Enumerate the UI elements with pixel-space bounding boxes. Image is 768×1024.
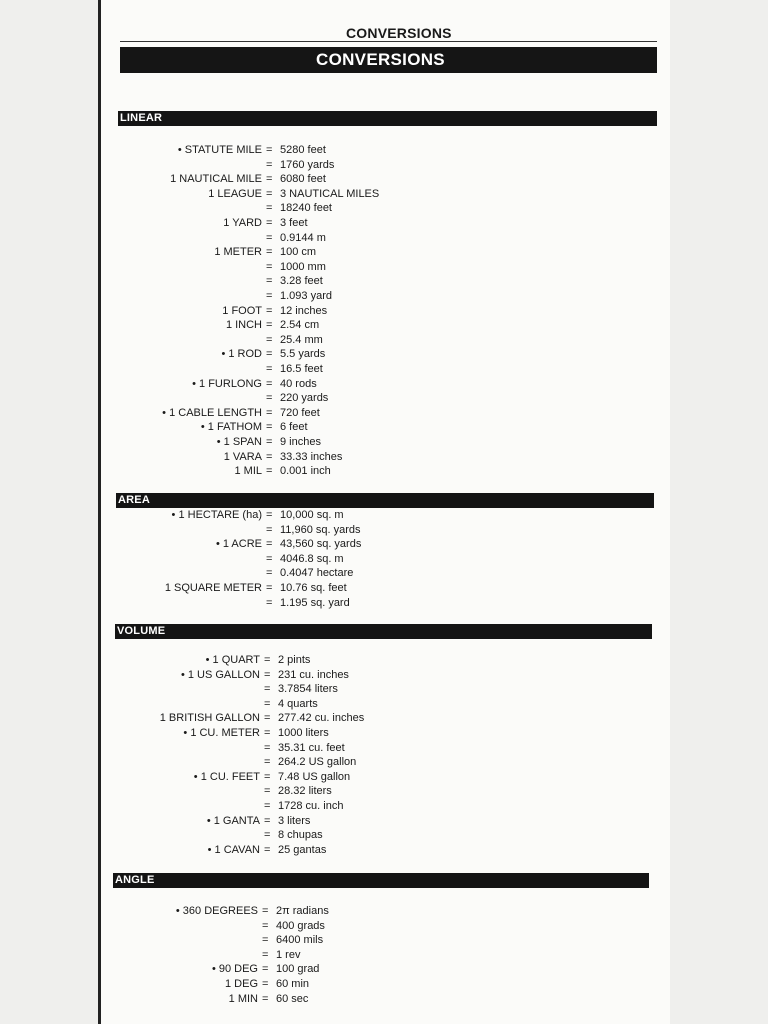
unit-value: 1.195 sq. yard — [280, 596, 350, 609]
equals-sign: = — [266, 436, 273, 448]
unit-value: 4046.8 sq. m — [280, 552, 344, 565]
equals-sign: = — [266, 187, 273, 200]
unit-value: 1000 mm — [280, 260, 326, 273]
unit-label: • 360 DEGREES — [175, 905, 258, 917]
unit-value: 9 inches — [280, 436, 321, 448]
unit-value: 28.32 liters — [278, 785, 332, 798]
unit-value: 1000 liters — [278, 727, 329, 739]
unit-value: 2 pints — [278, 654, 311, 666]
equals-sign: = — [264, 668, 271, 681]
equals-sign: = — [266, 392, 273, 405]
equals-sign: = — [264, 829, 271, 842]
unit-value: 43,560 sq. yards — [280, 538, 362, 551]
equals-sign: = — [266, 538, 273, 551]
title-divider — [120, 41, 657, 42]
unit-value: 3.28 feet — [280, 275, 323, 288]
unit-value: 10,000 sq. m — [280, 509, 344, 521]
equals-sign: = — [266, 304, 273, 317]
unit-value: 40 rods — [280, 377, 317, 390]
unit-value: 100 cm — [280, 246, 317, 259]
equals-sign: = — [264, 785, 271, 798]
unit-value: 35.31 cu. feet — [278, 741, 345, 754]
unit-label: • 1 FURLONG — [192, 377, 262, 390]
unit-value: 3.7854 liters — [278, 683, 338, 696]
unit-value: 6 feet — [280, 421, 308, 434]
unit-value: 11,960 sq. yards — [280, 523, 361, 536]
unit-label: 1 VARA — [223, 450, 262, 463]
unit-label: • 1 CU. FEET — [193, 770, 260, 783]
unit-value: 10.76 sq. feet — [280, 582, 347, 594]
equals-sign: = — [266, 465, 273, 478]
unit-label: • 1 CAVAN — [207, 843, 260, 856]
unit-label: 1 MIL — [234, 465, 262, 478]
equals-sign: = — [262, 963, 269, 976]
equals-sign: = — [266, 158, 273, 171]
equals-sign: = — [266, 173, 273, 186]
unit-label: • 1 CABLE LENGTH — [162, 406, 262, 419]
equals-sign: = — [264, 697, 271, 710]
unit-value: 231 cu. inches — [278, 668, 349, 681]
equals-sign: = — [266, 377, 273, 390]
unit-value: 1728 cu. inch — [278, 800, 344, 812]
equals-sign: = — [262, 919, 269, 932]
unit-label: • 1 QUART — [205, 654, 260, 666]
unit-label: • 90 DEG — [211, 963, 258, 976]
unit-value: 2π radians — [276, 905, 329, 917]
equals-sign: = — [266, 246, 273, 259]
equals-sign: = — [264, 756, 271, 769]
equals-sign: = — [262, 992, 269, 1005]
unit-label: • 1 SPAN — [216, 436, 262, 448]
unit-value: 60 sec — [276, 992, 309, 1005]
unit-label: 1 MIN — [228, 992, 258, 1005]
equals-sign: = — [266, 144, 273, 156]
equals-sign: = — [266, 260, 273, 273]
equals-sign: = — [264, 712, 271, 725]
unit-label: 1 SQUARE METER — [164, 582, 262, 594]
equals-sign: = — [262, 905, 269, 917]
unit-value: 1760 yards — [280, 158, 335, 171]
equals-sign: = — [266, 596, 273, 609]
section-header-angle — [113, 873, 649, 888]
title-banner — [120, 47, 657, 73]
unit-label: • 1 ROD — [221, 348, 262, 361]
unit-label: 1 INCH — [225, 319, 262, 332]
unit-value: 5280 feet — [280, 144, 326, 156]
equals-sign: = — [262, 934, 269, 947]
equals-sign: = — [264, 741, 271, 754]
unit-value: 16.5 feet — [280, 363, 323, 375]
unit-value: 3 NAUTICAL MILES — [280, 187, 380, 200]
unit-value: 18240 feet — [280, 202, 332, 215]
unit-label: 1 FOOT — [222, 304, 262, 317]
unit-value: 0.4047 hectare — [280, 567, 354, 580]
section-title: LINEAR — [120, 112, 163, 124]
unit-value: 100 grad — [276, 963, 320, 976]
unit-value: 1 rev — [276, 948, 301, 961]
unit-value: 3 liters — [278, 814, 311, 827]
equals-sign: = — [266, 231, 273, 244]
section-title: AREA — [118, 494, 150, 506]
equals-sign: = — [264, 727, 271, 739]
unit-value: 400 grads — [276, 919, 325, 932]
unit-value: 7.48 US gallon — [278, 770, 351, 783]
unit-value: 6400 mils — [276, 934, 324, 947]
section-title: ANGLE — [115, 874, 155, 886]
unit-label: • 1 GANTA — [206, 814, 260, 827]
equals-sign: = — [266, 290, 273, 302]
unit-label: 1 DEG — [224, 978, 258, 990]
page-title: CONVERSIONS — [346, 25, 452, 41]
unit-value: 25.4 mm — [280, 333, 323, 346]
equals-sign: = — [264, 683, 271, 696]
equals-sign: = — [264, 654, 271, 666]
unit-value: 5.5 yards — [280, 348, 326, 361]
unit-label: • 1 ACRE — [215, 538, 262, 551]
unit-value: 0.9144 m — [280, 231, 326, 244]
equals-sign: = — [266, 582, 273, 594]
equals-sign: = — [266, 217, 273, 229]
unit-label: 1 NAUTICAL MILE — [170, 173, 262, 186]
unit-label: 1 BRITISH GALLON — [159, 712, 260, 725]
equals-sign: = — [264, 814, 271, 827]
unit-value: 60 min — [276, 978, 310, 990]
equals-sign: = — [266, 363, 273, 375]
unit-label: • 1 HECTARE (ha) — [171, 509, 262, 521]
equals-sign: = — [266, 509, 273, 521]
equals-sign: = — [262, 948, 269, 961]
unit-label: 1 YARD — [223, 217, 262, 229]
unit-value: 3 feet — [280, 217, 308, 229]
equals-sign: = — [266, 406, 273, 419]
unit-value: 220 yards — [280, 392, 329, 405]
equals-sign: = — [264, 800, 271, 812]
unit-value: 6080 feet — [280, 173, 326, 186]
unit-label: • STATUTE MILE — [177, 144, 262, 156]
equals-sign: = — [262, 978, 269, 990]
equals-sign: = — [266, 348, 273, 361]
equals-sign: = — [266, 552, 273, 565]
equals-sign: = — [266, 523, 273, 536]
section-title: VOLUME — [117, 625, 166, 637]
equals-sign: = — [266, 450, 273, 463]
unit-value: 25 gantas — [278, 843, 327, 856]
unit-value: 33.33 inches — [280, 450, 343, 463]
unit-label: 1 METER — [214, 246, 262, 259]
unit-value: 264.2 US gallon — [278, 756, 357, 769]
equals-sign: = — [266, 275, 273, 288]
equals-sign: = — [266, 333, 273, 346]
section-header-linear — [118, 111, 657, 126]
unit-value: 4 quarts — [278, 697, 318, 710]
equals-sign: = — [266, 202, 273, 215]
title-banner-text: CONVERSIONS — [316, 50, 445, 69]
unit-value: 12 inches — [280, 304, 328, 317]
section-header-area — [116, 493, 654, 508]
unit-value: 0.001 inch — [280, 465, 331, 478]
section-header-volume — [115, 624, 652, 639]
unit-value: 2.54 cm — [280, 319, 320, 332]
equals-sign: = — [266, 421, 273, 434]
unit-value: 720 feet — [280, 406, 320, 419]
unit-label: • 1 FATHOM — [200, 421, 262, 434]
unit-label: • 1 CU. METER — [183, 727, 260, 739]
equals-sign: = — [266, 567, 273, 580]
equals-sign: = — [266, 319, 273, 332]
unit-value: 8 chupas — [278, 829, 323, 842]
equals-sign: = — [264, 843, 271, 856]
unit-value: 277.42 cu. inches — [278, 712, 365, 725]
equals-sign: = — [264, 770, 271, 783]
unit-label: • 1 US GALLON — [180, 668, 260, 681]
unit-label: 1 LEAGUE — [208, 187, 262, 200]
unit-value: 1.093 yard — [280, 290, 332, 302]
